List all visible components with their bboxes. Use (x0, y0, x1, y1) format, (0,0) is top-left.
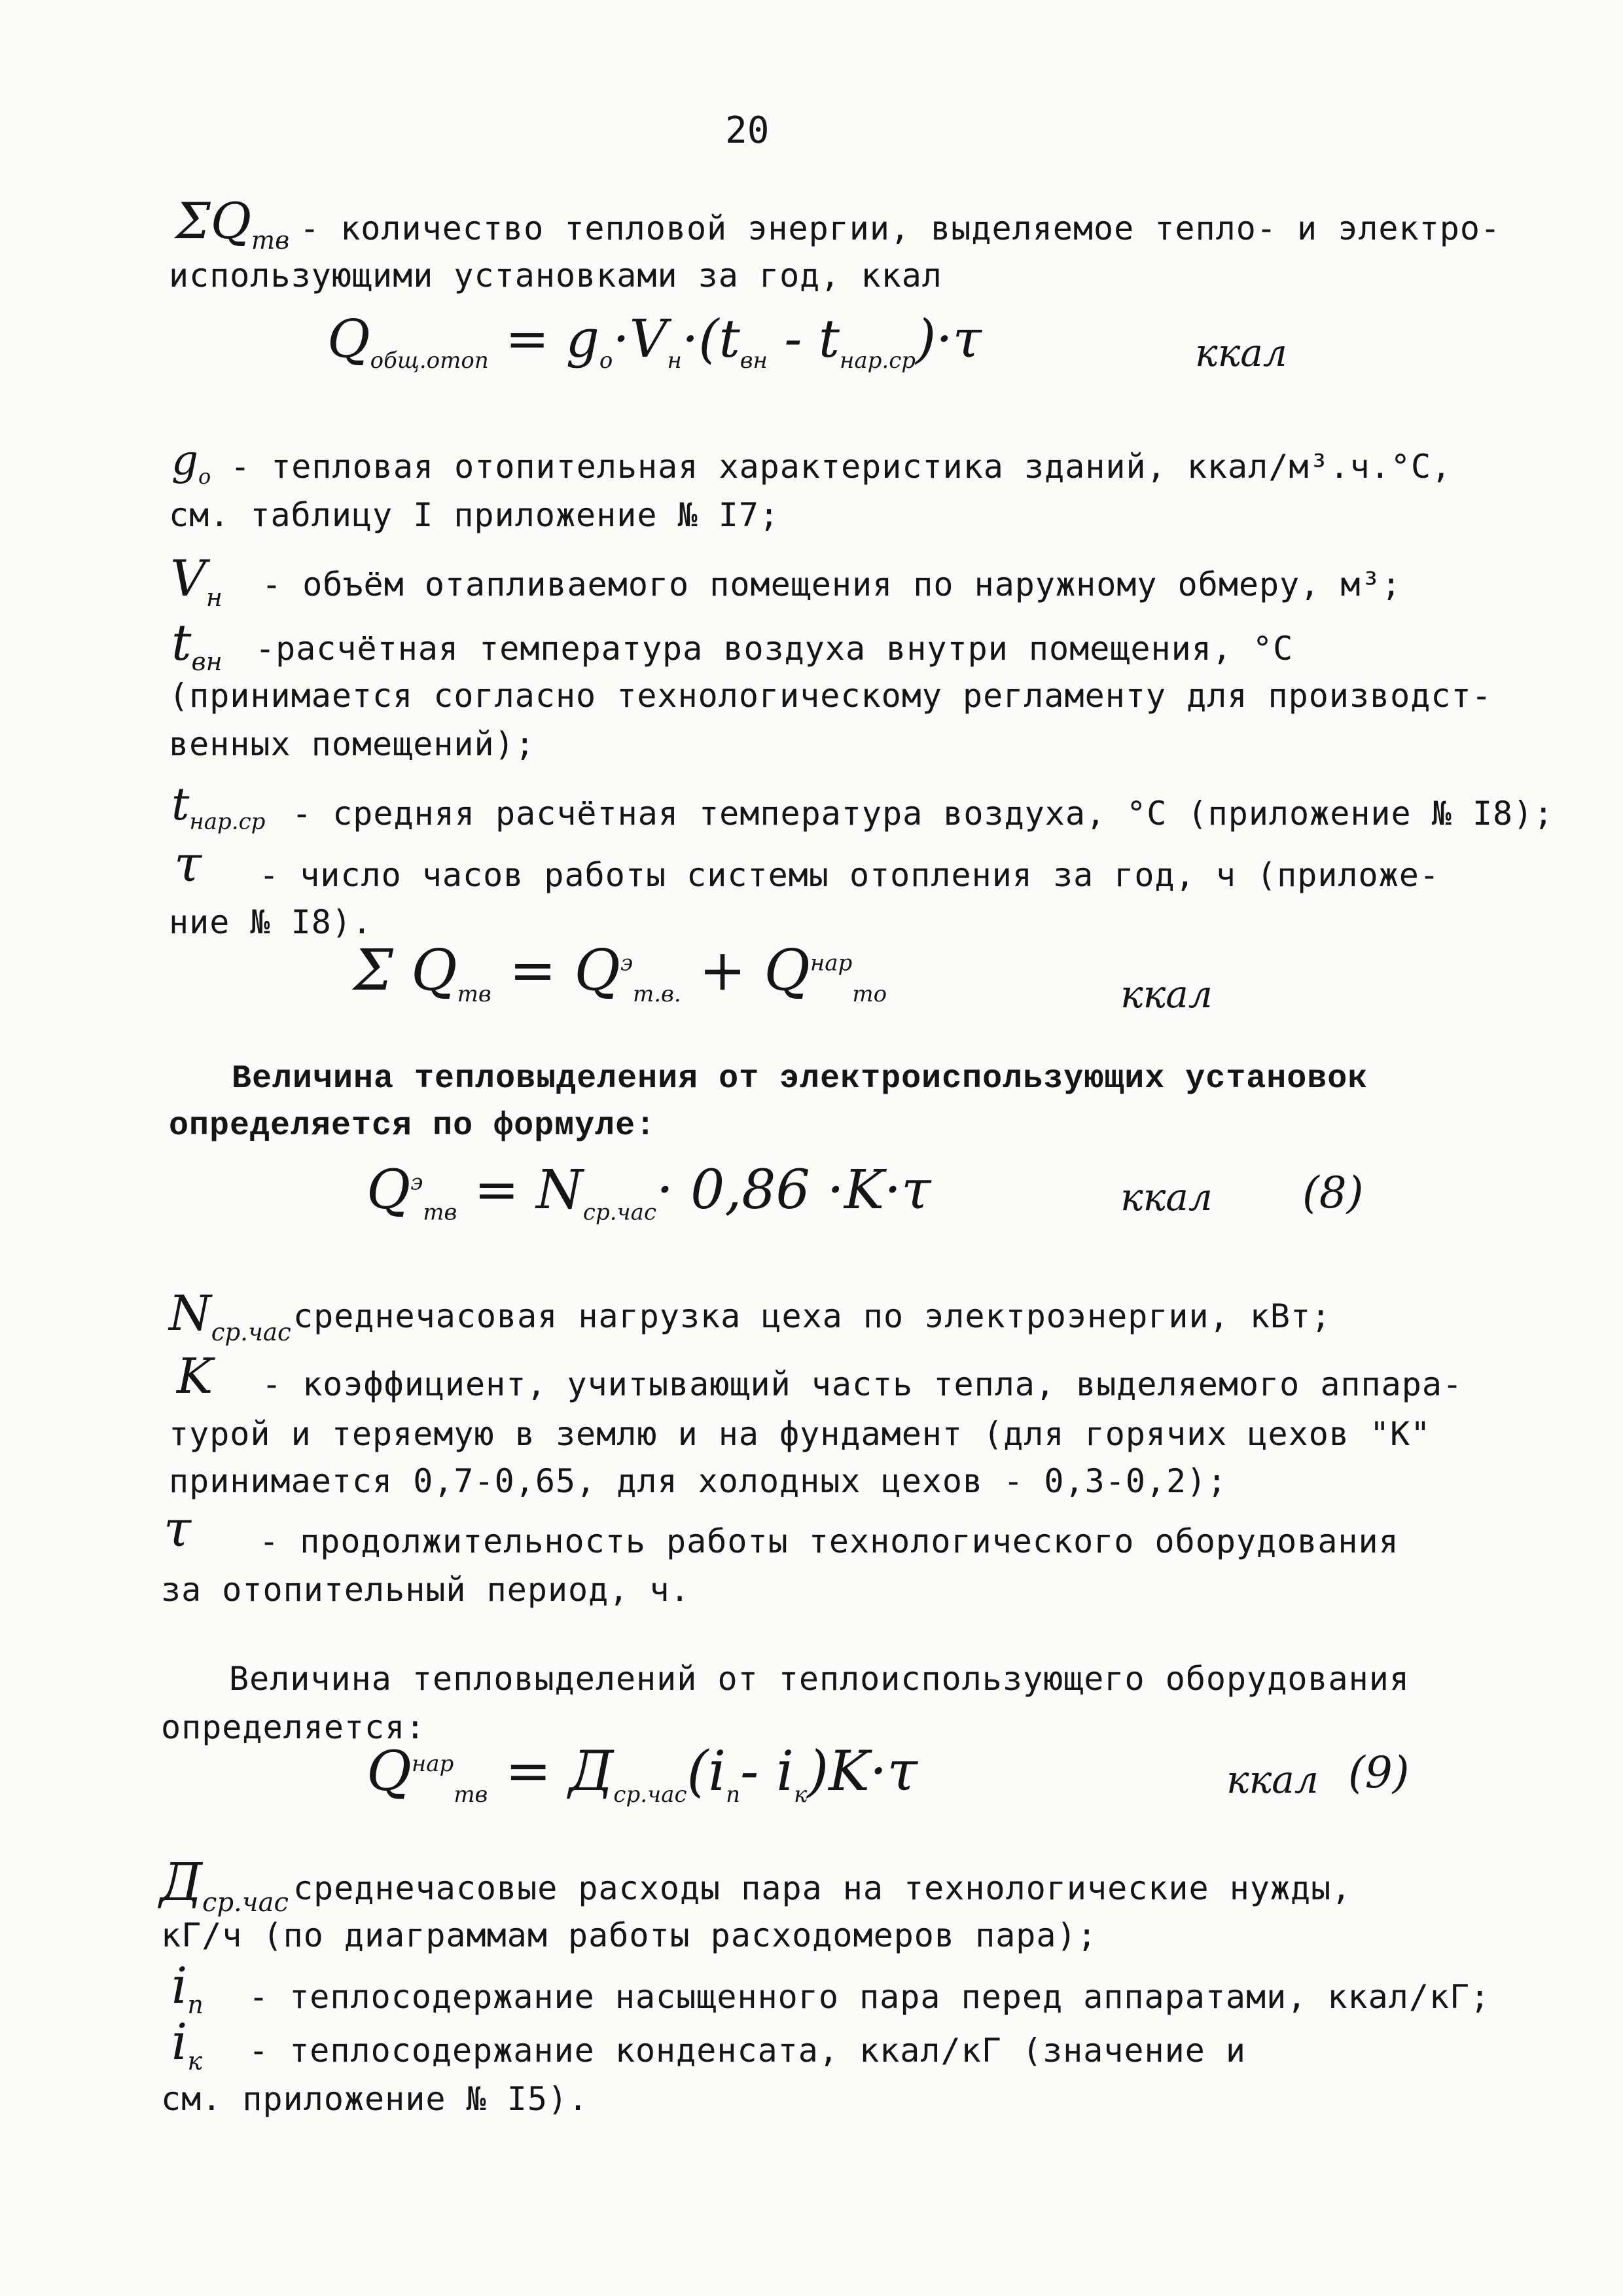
text-line: среднечасовая нагрузка цеха по электроэнергии, кВт; (293, 1297, 1332, 1335)
symbol-t-nar: $t_{нар.ср}$ (171, 779, 266, 835)
text-line: -расчётная температура воздуха внутри помещения, °С (255, 630, 1294, 668)
text-line: - число часов работы системы отопления за год, ч (приложе- (259, 856, 1440, 894)
symbol-t-vn: $t_{вн}$ (171, 613, 223, 677)
text-line: - теплосодержание конденсата, ккал/кГ (значение и (249, 2032, 1247, 2070)
symbol-tau: τ (164, 1499, 192, 1558)
symbol-v: $V_н$ (170, 549, 223, 613)
text-line: см. таблицу I приложение № I7; (169, 496, 780, 534)
formula-unit: ккал (1195, 331, 1287, 375)
text-line: среднечасовые расходы пара на технологические нужды, (293, 1869, 1352, 1907)
formula-unit: ккал (1120, 972, 1213, 1016)
text-line: - количество тепловой энергии, выделяемое тепло- и электро- (300, 209, 1501, 247)
symbol-i-n: $i_п$ (171, 1956, 204, 2020)
text-line: - тепловая отопительная характеристика зданий, ккал/м³.ч.°С, (230, 448, 1452, 486)
symbol-tau: τ (174, 834, 202, 893)
text-line: кГ/ч (по диаграммам работы расходомеров пара); (161, 1916, 1097, 1954)
formula-total-heat: Σ $Q_{тв} = Q^э_{т.в.} + Q^{нар}_{то}$ (353, 938, 887, 1008)
text-line: - теплосодержание насыщенного пара перед аппаратами, ккал/кГ; (249, 1978, 1491, 2016)
text-line: Величина тепловыделения от электроиспользующих установок (232, 1060, 1368, 1098)
sum-q-symbol: $\Sigma Q_{тв}$ (175, 192, 290, 255)
text-line: ние № I8). (169, 903, 373, 941)
text-line: (принимается согласно технологическому регламенту для производст- (169, 677, 1492, 715)
text-line: принимается 0,7-0,65, для холодных цехов - 0,3-0,2); (169, 1462, 1228, 1500)
formula-heating-heat: $Q_{общ.отоп} = g_о\cdot V_н\cdot(t_{вн} - t_{нар.ср})\cdot\tau$ (327, 308, 982, 374)
text-line: - коэффициент, учитывающий часть тепла, выделяемого аппара- (262, 1365, 1463, 1403)
text-line: турой и теряемую в землю и на фундамент (для горячих цехов "К" (169, 1415, 1431, 1453)
symbol-k: K (177, 1348, 213, 1405)
text-line: - продолжительность работы технологического оборудования (259, 1522, 1399, 1560)
text-line: использующими установками за год, ккал (169, 257, 942, 295)
formula-steam-heat: $Q^{нар}_{тв} = Д_{ср.час}(i_п-$ $i_к)K\cdot\tau$ (366, 1739, 918, 1808)
symbol-d: $Д_{ср.час}$ (160, 1852, 289, 1918)
formula-electric-heat: $Q^э_{тв} = N_{ср.час}\cdot 0,86 \cdot K\cdot\tau$ (366, 1159, 931, 1226)
text-line: определяется: (161, 1708, 426, 1746)
symbol-i-k: $i_к$ (171, 2013, 203, 2076)
formula-unit: ккал (1120, 1175, 1213, 1219)
equation-number: (8) (1302, 1168, 1364, 1218)
text-line: - средняя расчётная температура воздуха, °С (приложение № I8); (292, 795, 1554, 833)
page-number: 20 (725, 109, 770, 152)
text-line: за отопительный период, ч. (161, 1571, 690, 1609)
text-line: Величина тепловыделений от теплоиспользующего оборудования (229, 1660, 1410, 1698)
text-line: - объём отапливаемого помещения по наружному обмеру, м³; (262, 565, 1402, 603)
formula-unit: ккал (1226, 1757, 1319, 1802)
text-line: см. приложение № I5). (161, 2080, 589, 2118)
symbol-n: $N_{ср.час}$ (169, 1285, 291, 1346)
text-line: определяется по формуле: (169, 1107, 656, 1145)
symbol-g: $g_о$ (171, 437, 211, 489)
text-line: венных помещений); (169, 725, 535, 763)
equation-number: (9) (1348, 1748, 1410, 1798)
